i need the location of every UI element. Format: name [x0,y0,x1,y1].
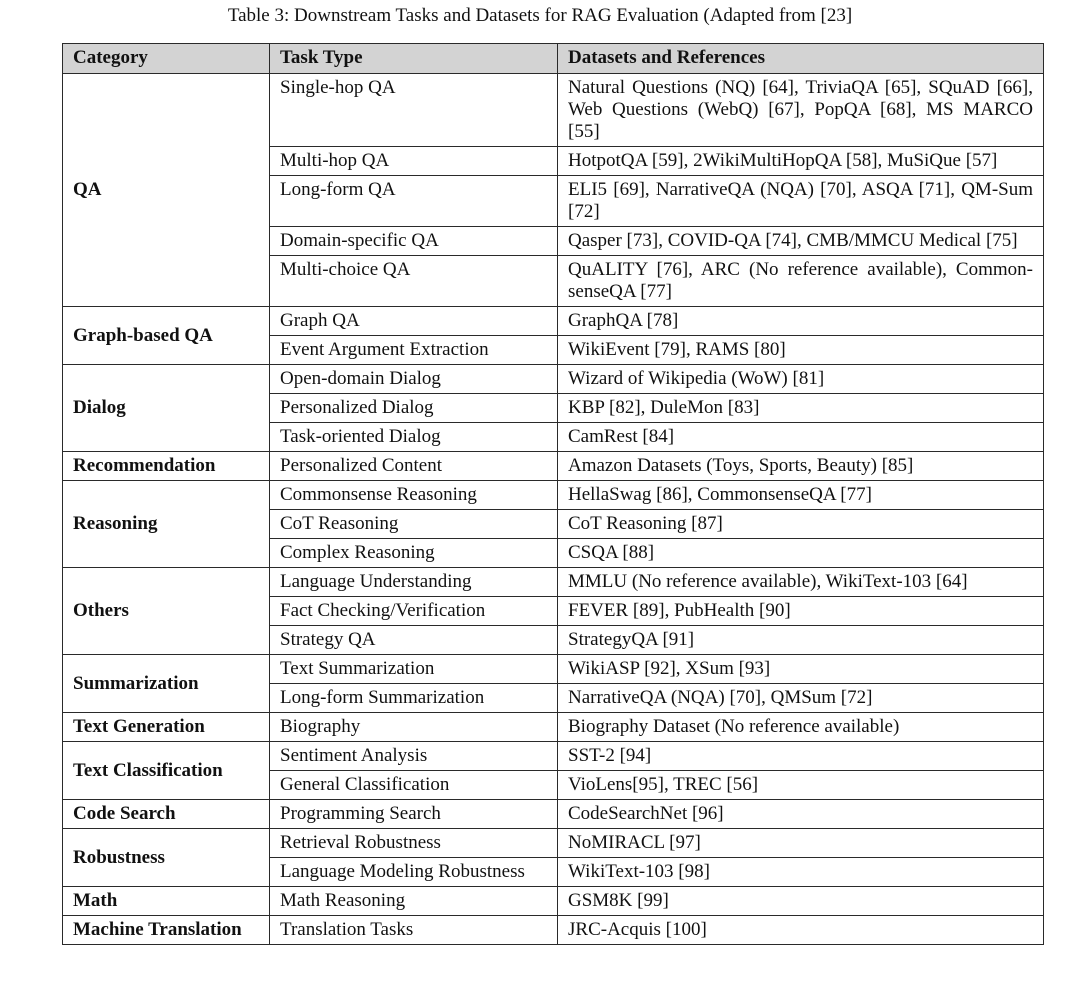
task-type-cell: Single-hop QA [270,74,558,147]
table-row [63,800,1044,829]
task-type-cell: Event Argument Extraction [270,336,558,365]
datasets-cell: Biography Dataset (No reference available) [558,713,1044,742]
header-category: Category [63,44,270,74]
task-type-cell: Domain-specific QA [270,227,558,256]
datasets-cell: HotpotQA [59], 2WikiMultiHopQA [58], MuSiQue [57] [558,147,1044,176]
task-type-cell: Multi-choice QA [270,256,558,307]
datasets-cell: FEVER [89], PubHealth [90] [558,597,1044,626]
task-type-cell: Strategy QA [270,626,558,655]
table-row [63,365,1044,394]
category-cell: Text Generation [63,713,270,742]
table-row [63,916,1044,945]
datasets-cell: Natural Questions (NQ) [64], TriviaQA [65], SQuAD [66], Web Questions (WebQ) [67], PopQA [68], MS MARCO [55] [558,74,1044,147]
task-type-cell: Sentiment Analysis [270,742,558,771]
category-cell: Summarization [63,655,270,713]
datasets-cell: NoMIRACL [97] [558,829,1044,858]
datasets-cell: Amazon Datasets (Toys, Sports, Beauty) [85] [558,452,1044,481]
datasets-cell: WikiText-103 [98] [558,858,1044,887]
category-cell: Recommendation [63,452,270,481]
task-type-cell: Open-domain Dialog [270,365,558,394]
task-type-cell: CoT Reasoning [270,510,558,539]
task-type-cell: General Classification [270,771,558,800]
datasets-cell: GSM8K [99] [558,887,1044,916]
task-type-cell: Complex Reasoning [270,539,558,568]
datasets-cell: MMLU (No reference available), WikiText-103 [64] [558,568,1044,597]
category-cell: QA [63,74,270,307]
datasets-cell: StrategyQA [91] [558,626,1044,655]
category-cell: Graph-based QA [63,307,270,365]
table-row [63,829,1044,858]
category-cell: Math [63,887,270,916]
task-type-cell: Retrieval Robustness [270,829,558,858]
header-task-type: Task Type [270,44,558,74]
task-type-cell: Language Modeling Robustness [270,858,558,887]
task-type-cell: Personalized Dialog [270,394,558,423]
task-type-cell: Language Understanding [270,568,558,597]
datasets-cell: CodeSearchNet [96] [558,800,1044,829]
datasets-cell: ELI5 [69], NarrativeQA (NQA) [70], ASQA [71], QM-Sum [72] [558,176,1044,227]
category-cell: Text Classification [63,742,270,800]
datasets-cell: CSQA [88] [558,539,1044,568]
datasets-cell: GraphQA [78] [558,307,1044,336]
table-row [63,74,1044,147]
datasets-cell: QuALITY [76], ARC (No reference available), Common-senseQA [77] [558,256,1044,307]
datasets-cell: CoT Reasoning [87] [558,510,1044,539]
category-cell: Machine Translation [63,916,270,945]
datasets-cell: KBP [82], DuleMon [83] [558,394,1044,423]
datasets-cell: WikiEvent [79], RAMS [80] [558,336,1044,365]
category-cell: Others [63,568,270,655]
datasets-cell: SST-2 [94] [558,742,1044,771]
table-row [63,452,1044,481]
table-row [63,742,1044,771]
datasets-cell: CamRest [84] [558,423,1044,452]
table-row [63,713,1044,742]
task-type-cell: Text Summarization [270,655,558,684]
datasets-cell: VioLens[95], TREC [56] [558,771,1044,800]
table-header [63,44,1044,74]
datasets-cell: JRC-Acquis [100] [558,916,1044,945]
task-type-cell: Fact Checking/Verification [270,597,558,626]
task-type-cell: Math Reasoning [270,887,558,916]
table-row [63,568,1044,597]
table-body [63,74,1044,945]
task-type-cell: Personalized Content [270,452,558,481]
task-type-cell: Long-form Summarization [270,684,558,713]
category-cell: Reasoning [63,481,270,568]
category-cell: Robustness [63,829,270,887]
task-type-cell: Biography [270,713,558,742]
task-type-cell: Graph QA [270,307,558,336]
header-datasets: Datasets and References [558,44,1044,74]
category-cell: Code Search [63,800,270,829]
rag-tasks-table [62,43,1044,945]
datasets-cell: HellaSwag [86], CommonsenseQA [77] [558,481,1044,510]
table-row [63,481,1044,510]
datasets-cell: WikiASP [92], XSum [93] [558,655,1044,684]
category-cell: Dialog [63,365,270,452]
task-type-cell: Programming Search [270,800,558,829]
header-row [63,44,1044,74]
task-type-cell: Translation Tasks [270,916,558,945]
table-row [63,655,1044,684]
datasets-cell: Qasper [73], COVID-QA [74], CMB/MMCU Medical [75] [558,227,1044,256]
task-type-cell: Commonsense Reasoning [270,481,558,510]
datasets-cell: NarrativeQA (NQA) [70], QMSum [72] [558,684,1044,713]
task-type-cell: Long-form QA [270,176,558,227]
table-row [63,887,1044,916]
datasets-cell: Wizard of Wikipedia (WoW) [81] [558,365,1044,394]
table-caption: Table 3: Downstream Tasks and Datasets for RAG Evaluation (Adapted from [23] [227,5,853,26]
task-type-cell: Multi-hop QA [270,147,558,176]
table-row [63,307,1044,336]
task-type-cell: Task-oriented Dialog [270,423,558,452]
